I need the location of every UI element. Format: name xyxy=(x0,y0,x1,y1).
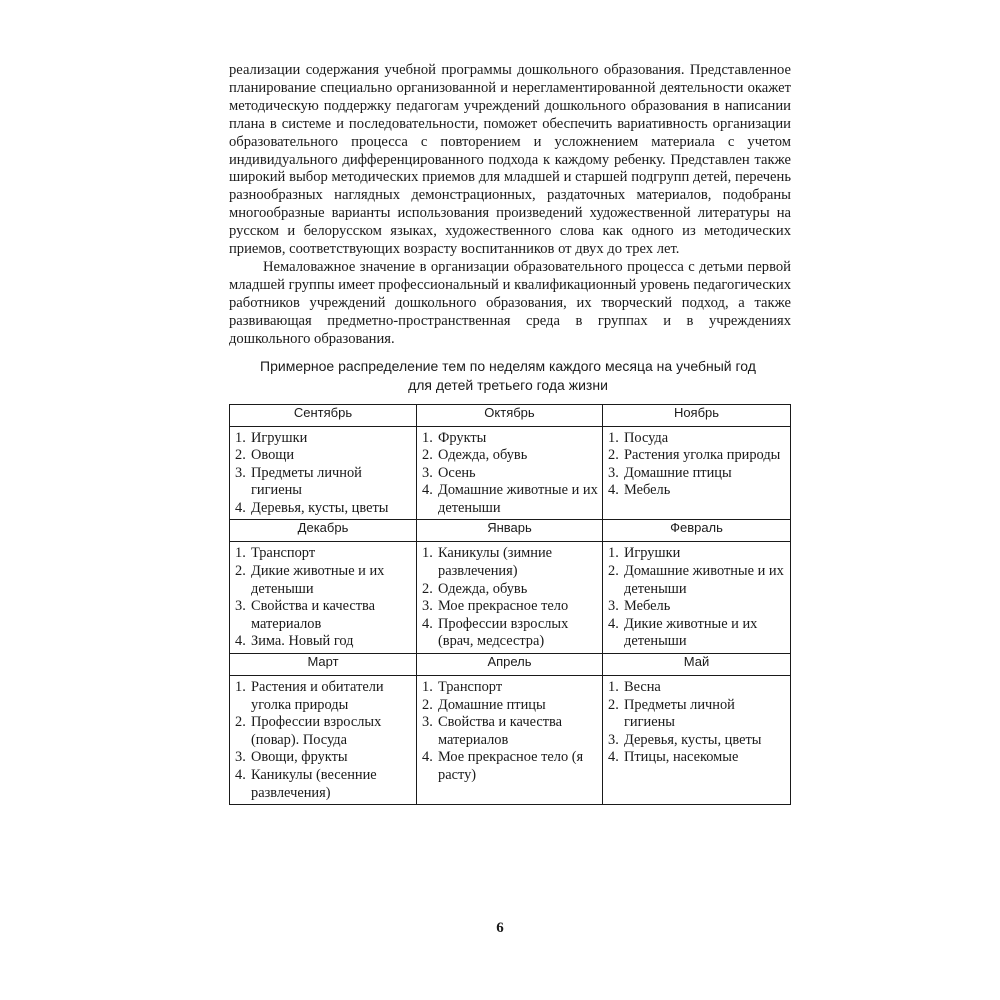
topic-number: 2. xyxy=(422,447,433,464)
topic-text: Растения уголка природы xyxy=(624,447,781,464)
page-number: 6 xyxy=(496,920,504,936)
topic-item xyxy=(608,616,786,651)
topic-number: 4. xyxy=(422,749,433,766)
topics-list xyxy=(608,430,786,500)
topic-item xyxy=(235,465,412,500)
topic-number: 4. xyxy=(422,615,433,632)
topic-text: Зима. Новый год xyxy=(251,633,354,650)
topic-number: 3. xyxy=(235,749,246,766)
topic-text: Мебель xyxy=(624,598,671,615)
topics-list xyxy=(608,545,786,651)
topic-text: Весна xyxy=(624,679,661,696)
month-header: Февраль xyxy=(603,520,791,542)
topic-number: 3. xyxy=(422,464,433,481)
topic-text: Посуда xyxy=(624,429,669,446)
topic-text: Мебель xyxy=(624,482,671,499)
topic-number: 4. xyxy=(235,633,246,650)
topic-text: Домашние животные и их детеныши xyxy=(624,563,784,597)
topic-item xyxy=(422,465,598,483)
month-header: Ноябрь xyxy=(603,404,791,426)
topic-item xyxy=(422,697,598,715)
topic-item xyxy=(608,598,786,616)
topic-item xyxy=(235,545,412,563)
topic-item xyxy=(235,430,412,448)
topics-cell xyxy=(230,542,417,654)
topic-number: 4. xyxy=(608,615,619,632)
topic-text: Овощи, фрукты xyxy=(251,749,348,766)
topic-item xyxy=(422,679,598,697)
topic-text: Мое прекрасное тело (я расту) xyxy=(438,749,584,783)
topic-text: Домашние птицы xyxy=(624,464,732,481)
topic-text: Профессии взрослых (повар). Посуда xyxy=(251,714,382,748)
topic-item xyxy=(608,465,786,483)
month-header-row xyxy=(230,520,791,542)
table-caption-line-2: для детей третьего года жизни xyxy=(408,376,608,393)
topic-number: 2. xyxy=(608,563,619,580)
topic-item xyxy=(422,581,598,599)
topics-cell xyxy=(417,426,603,520)
topic-text: Свойства и качества материалов xyxy=(251,598,375,632)
topic-text: Игрушки xyxy=(624,545,681,562)
month-header-row xyxy=(230,404,791,426)
topic-text: Одежда, обувь xyxy=(438,580,528,597)
topic-text: Профессии взрослых (врач, медсестра) xyxy=(438,615,569,650)
topic-number: 3. xyxy=(235,598,246,615)
table-caption xyxy=(225,357,791,395)
topic-text: Растения и обитатели уголка природы xyxy=(251,679,384,713)
topics-cell xyxy=(417,542,603,654)
month-header-row xyxy=(230,654,791,676)
month-header: Октябрь xyxy=(417,404,603,426)
topic-item xyxy=(422,545,598,580)
topic-number: 1. xyxy=(235,679,246,696)
topic-item xyxy=(235,749,412,767)
topic-item xyxy=(422,430,598,448)
topic-text: Домашние птицы xyxy=(438,696,546,713)
body-paragraph-1: реализации содержания учебной программы дошкольного образования. Представленное планирование специально организованной и нерегламентированной деятельности окажет методическую поддержку педагогам учреждений дошкольного образования в написании плана в системе и последовательности, поможет обеспечить вариативность организации образовательного процесса с повторением и усложнением материала с учетом индивидуального дифференцированного подхода к каждому ребенку. Представлен также широкий выбор методических приемов для младшей и старшей подгрупп детей, перечень разнообразных наглядных демонстрационных, раздаточных материалов, подобраны многообразные варианты использования произведений художественной литературы на русском и белорусском языках, художественного слова как одного из методических приемов, соответствующих возрасту воспитанников от двух до трех лет. xyxy=(229,62,791,258)
table-caption-line-1: Примерное распределение тем по неделям каждого месяца на учебный год xyxy=(260,357,756,374)
topics-cell xyxy=(603,676,791,805)
topic-number: 4. xyxy=(422,482,433,499)
page-content xyxy=(229,62,791,805)
topic-item xyxy=(608,447,786,465)
topics-cell xyxy=(230,426,417,520)
month-header: Апрель xyxy=(417,654,603,676)
topic-number: 2. xyxy=(608,696,619,713)
topic-item xyxy=(422,616,598,651)
topic-text: Деревья, кусты, цветы xyxy=(624,731,762,748)
topic-item xyxy=(235,714,412,749)
month-header: Май xyxy=(603,654,791,676)
topic-text: Транспорт xyxy=(251,545,316,562)
topic-text: Домашние животные и их детеныши xyxy=(438,482,598,516)
topic-number: 2. xyxy=(235,714,246,731)
topic-number: 1. xyxy=(235,545,246,562)
topic-item xyxy=(422,714,598,749)
topic-item xyxy=(422,447,598,465)
topic-number: 4. xyxy=(608,482,619,499)
topic-text: Предметы личной гигиены xyxy=(251,464,362,499)
topic-number: 2. xyxy=(235,563,246,580)
topic-item xyxy=(608,732,786,750)
topic-number: 1. xyxy=(608,679,619,696)
topics-cell xyxy=(603,426,791,520)
topics-row xyxy=(230,542,791,654)
topic-item xyxy=(608,749,786,767)
topic-number: 2. xyxy=(422,696,433,713)
topic-number: 3. xyxy=(608,731,619,748)
topics-list xyxy=(422,545,598,651)
month-header: Сентябрь xyxy=(230,404,417,426)
topics-list xyxy=(235,430,412,518)
topic-item xyxy=(422,749,598,784)
topics-cell xyxy=(417,676,603,805)
topic-item xyxy=(608,697,786,732)
topic-item xyxy=(235,500,412,518)
topic-text: Дикие животные и их детеныши xyxy=(251,563,385,597)
topic-item xyxy=(235,767,412,802)
topic-number: 2. xyxy=(422,580,433,597)
topics-row xyxy=(230,426,791,520)
themes-table xyxy=(229,404,791,806)
topic-number: 1. xyxy=(235,429,246,446)
topic-number: 4. xyxy=(608,749,619,766)
topics-list xyxy=(235,545,412,651)
topics-cell xyxy=(603,542,791,654)
topics-list xyxy=(608,679,786,767)
topics-row xyxy=(230,676,791,805)
topic-number: 3. xyxy=(235,464,246,481)
topics-list xyxy=(235,679,412,802)
month-header: Декабрь xyxy=(230,520,417,542)
topic-number: 1. xyxy=(608,545,619,562)
topic-text: Одежда, обувь xyxy=(438,447,528,464)
topic-item xyxy=(235,563,412,598)
topic-item xyxy=(608,679,786,697)
topic-text: Мое прекрасное тело xyxy=(438,598,569,615)
topic-item xyxy=(608,430,786,448)
topic-item xyxy=(608,563,786,598)
topic-number: 3. xyxy=(608,598,619,615)
topic-text: Фрукты xyxy=(438,429,487,446)
topic-text: Каникулы (зимние развлечения) xyxy=(438,545,553,580)
topic-text: Деревья, кусты, цветы xyxy=(251,499,389,516)
topic-number: 3. xyxy=(422,714,433,731)
topic-text: Транспорт xyxy=(438,679,503,696)
themes-table-body xyxy=(230,404,791,805)
topic-item xyxy=(422,482,598,517)
topic-number: 2. xyxy=(235,447,246,464)
body-paragraph-2: Немаловажное значение в организации образовательного процесса с детьми первой младшей группы имеет профессиональный и квалификационный уровень педагогических работников учреждений дошкольного образования, их творческий подход, а также развивающая предметно-пространственная среда в группах и в учреждениях дошкольного образования. xyxy=(229,258,791,347)
topic-item xyxy=(422,598,598,616)
topic-number: 4. xyxy=(235,499,246,516)
topics-list xyxy=(422,430,598,518)
topic-item xyxy=(235,679,412,714)
topic-item xyxy=(235,598,412,633)
topic-number: 4. xyxy=(235,767,246,783)
topics-list xyxy=(422,679,598,785)
topic-text: Игрушки xyxy=(251,429,308,446)
topic-text: Свойства и качества материалов xyxy=(438,714,562,748)
topic-item xyxy=(235,447,412,465)
topic-number: 1. xyxy=(422,545,433,562)
topics-cell xyxy=(230,676,417,805)
topic-item xyxy=(235,633,412,651)
topic-text: Каникулы (весенние развлечения) xyxy=(251,767,377,801)
topic-number: 1. xyxy=(608,429,619,446)
topic-number: 3. xyxy=(608,464,619,481)
topic-text: Птицы, насекомые xyxy=(624,749,739,766)
month-header: Март xyxy=(230,654,417,676)
topic-number: 3. xyxy=(422,598,433,615)
topic-item xyxy=(608,482,786,500)
topic-text: Предметы личной гигиены xyxy=(624,696,735,731)
topic-number: 2. xyxy=(608,447,619,464)
topic-text: Овощи xyxy=(251,447,295,464)
month-header: Январь xyxy=(417,520,603,542)
topic-item xyxy=(608,545,786,563)
topic-number: 1. xyxy=(422,679,433,696)
topic-text: Осень xyxy=(438,464,476,481)
topic-text: Дикие животные и их детеныши xyxy=(624,615,758,650)
topic-number: 1. xyxy=(422,429,433,446)
